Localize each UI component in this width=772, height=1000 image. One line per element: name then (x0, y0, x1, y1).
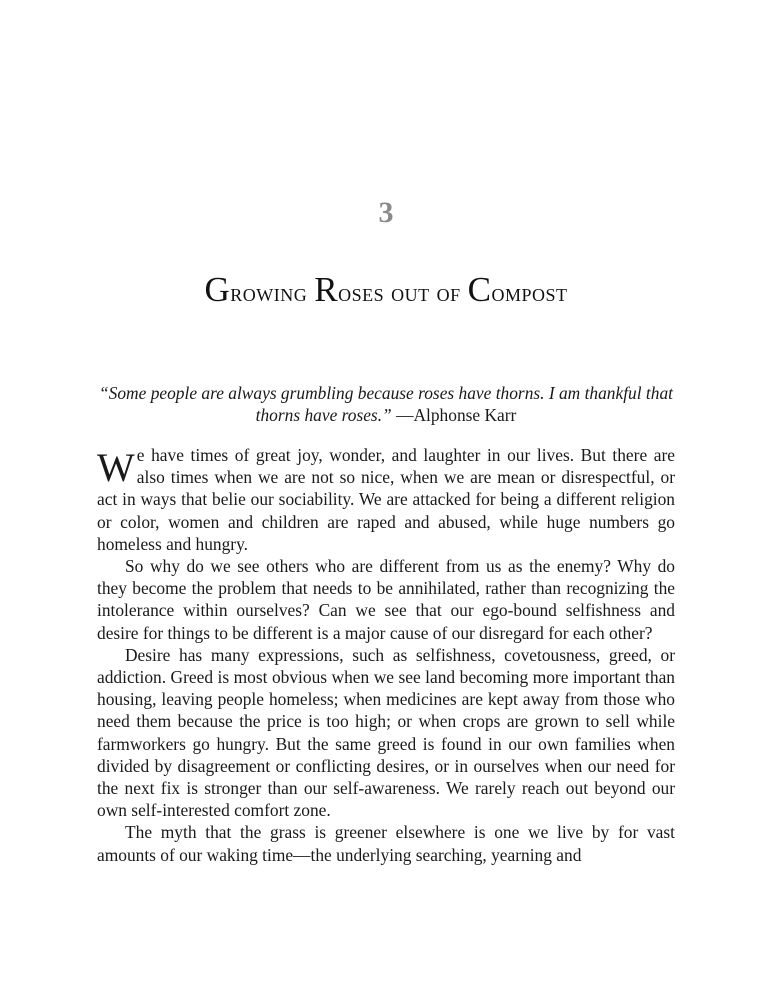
paragraph-2: So why do we see others who are different from us as the enemy? Why do they become the problem that needs to be annihilated, rather than recognizing the intolerance within ourselves? Can we see that our ego-bound selfishness and desire for things to be different is a major cause of our disregard for each other? (97, 556, 675, 643)
paragraph-4: The myth that the grass is greener elsewhere is one we live by for vast amounts of our waking time—the underlying searching, yearning and (97, 822, 675, 865)
paragraph-1 (97, 444, 675, 555)
epigraph (97, 382, 675, 426)
body-text (97, 444, 675, 866)
paragraph-3: Desire has many expressions, such as selfishness, covetousness, greed, or addiction. Greed is most obvious when we see land becoming more important than housing, leaving people homeless; when medicines are kept away from those who need them because the price is too high; or when crops are grown to sell while farmworkers go hungry. But the same greed is found in our own families when divided by disagreement or conflicting desires, or in ourselves when our need for the next fix is stronger than our self-awareness. We rarely reach out beyond our own self-interested comfort zone. (97, 644, 675, 821)
drop-cap: W (97, 445, 135, 490)
chapter-title (0, 270, 772, 310)
epigraph-quote: “Some people are always grumbling because roses have thorns. I am thankful that thorns have roses.” (99, 383, 673, 425)
epigraph-attribution: —Alphonse Karr (391, 405, 517, 425)
paragraph-1-text: e have times of great joy, wonder, and laughter in our lives. But there are also times when we are not so nice, when we are mean or disrespectful, or act in ways that belie our sociability. We are attacked for being a different religion or color, women and children are raped and abused, while huge numbers go homeless and hungry. (97, 445, 675, 554)
chapter-title-text: Growing Roses out of Compost (204, 270, 568, 309)
chapter-number: 3 (378, 196, 394, 229)
